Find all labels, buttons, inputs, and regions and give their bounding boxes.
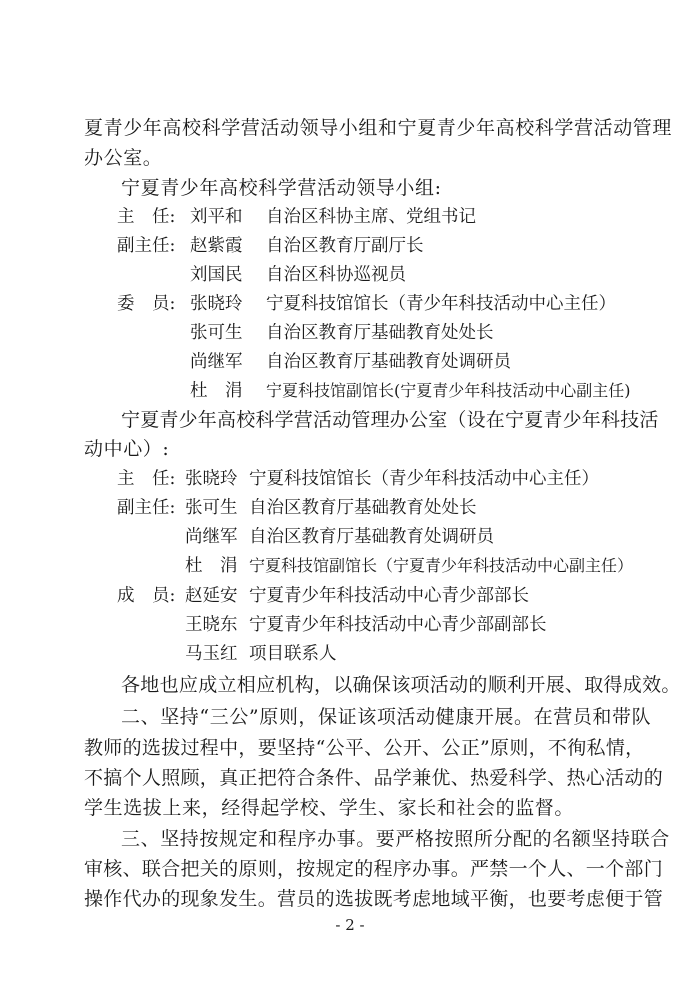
member-name: 张可生 [185,498,238,518]
section3-line: 操作代办的现象发生。营员的选拔既考虑地域平衡，也要考虑便于管 [84,888,664,910]
member-duty: 宁夏科技馆馆长（青少年科技活动中心主任） [266,294,616,314]
member-duty: 宁夏科技馆副馆长（宁夏青少年科技活动中心副主任） [249,556,634,575]
section2-line: 教师的选拔过程中，要坚持“公平、公开、公正”原则，不徇私情， [84,737,645,759]
member-duty: 宁夏青少年科技活动中心青少部副部长 [249,615,547,635]
section2-line: 二、坚持“三公”原则，保证该项活动健康开展。在营员和带队 [121,706,652,728]
member-name: 赵延安 [185,586,238,606]
leading-group-heading: 宁夏青少年高校科学营活动领导小组: [121,177,442,199]
member-name: 刘平和 [190,207,243,227]
member-role: 成 员: [117,586,176,606]
member-name: 马玉红 [185,644,238,664]
office-heading: 宁夏青少年高校科学营活动管理办公室（设在宁夏青少年科技活 [121,409,659,431]
office-heading: 动中心）: [84,438,170,460]
member-name: 张可生 [190,323,243,343]
member-duty: 宁夏科技馆馆长（青少年科技活动中心主任） [249,469,599,489]
member-name: 赵紫霞 [190,236,243,256]
member-duty: 宁夏青少年科技活动中心青少部部长 [249,586,529,606]
member-name: 张晓玲 [185,469,238,489]
member-name: 王晓东 [185,615,238,635]
member-role: 主 任: [117,469,176,489]
page-number: - 2 - [335,916,365,934]
paragraph-line: 办公室。 [84,147,163,169]
member-name: 刘国民 [190,265,243,285]
member-duty: 自治区教育厅副厅长 [266,236,424,256]
member-role: 副主任: [117,236,176,256]
member-role: 主 任: [117,207,176,227]
member-duty: 项目联系人 [249,644,337,664]
member-duty: 自治区科协主席、党组书记 [266,207,476,227]
section2-line: 学生选拔上来，经得起学校、学生、家长和社会的监督。 [84,797,575,819]
member-duty: 自治区教育厅基础教育处调研员 [266,352,511,372]
section3-line: 审核、联合把关的原则，按规定的程序办事。严禁一个人、一个部门 [84,858,664,880]
member-duty: 自治区教育厅基础教育处调研员 [249,527,494,547]
closing-line: 各地也应成立相应机构，以确保该项活动的顺利开展、取得成效。 [121,674,681,696]
member-name: 尚继军 [185,527,238,547]
paragraph-line: 夏青少年高校科学营活动领导小组和宁夏青少年高校科学营活动管理 [84,117,673,139]
member-name: 张晓玲 [190,294,243,314]
member-role: 委 员: [117,294,176,314]
member-duty: 自治区教育厅基础教育处处长 [249,498,477,518]
member-duty: 自治区教育厅基础教育处处长 [266,323,494,343]
section2-line: 不搞个人照顾，真正把符合条件、品学兼优、热爱科学、热心活动的 [84,767,664,789]
member-name: 杜 涓 [190,381,243,401]
member-duty: 宁夏科技馆副馆长(宁夏青少年科技活动中心副主任) [266,381,631,400]
section3-line: 三、坚持按规定和程序办事。要严格按照所分配的名额坚持联合 [121,828,670,850]
member-role: 副主任: [117,498,176,518]
member-duty: 自治区科协巡视员 [266,265,406,285]
member-name: 尚继军 [190,352,243,372]
member-name: 杜 涓 [185,556,238,576]
